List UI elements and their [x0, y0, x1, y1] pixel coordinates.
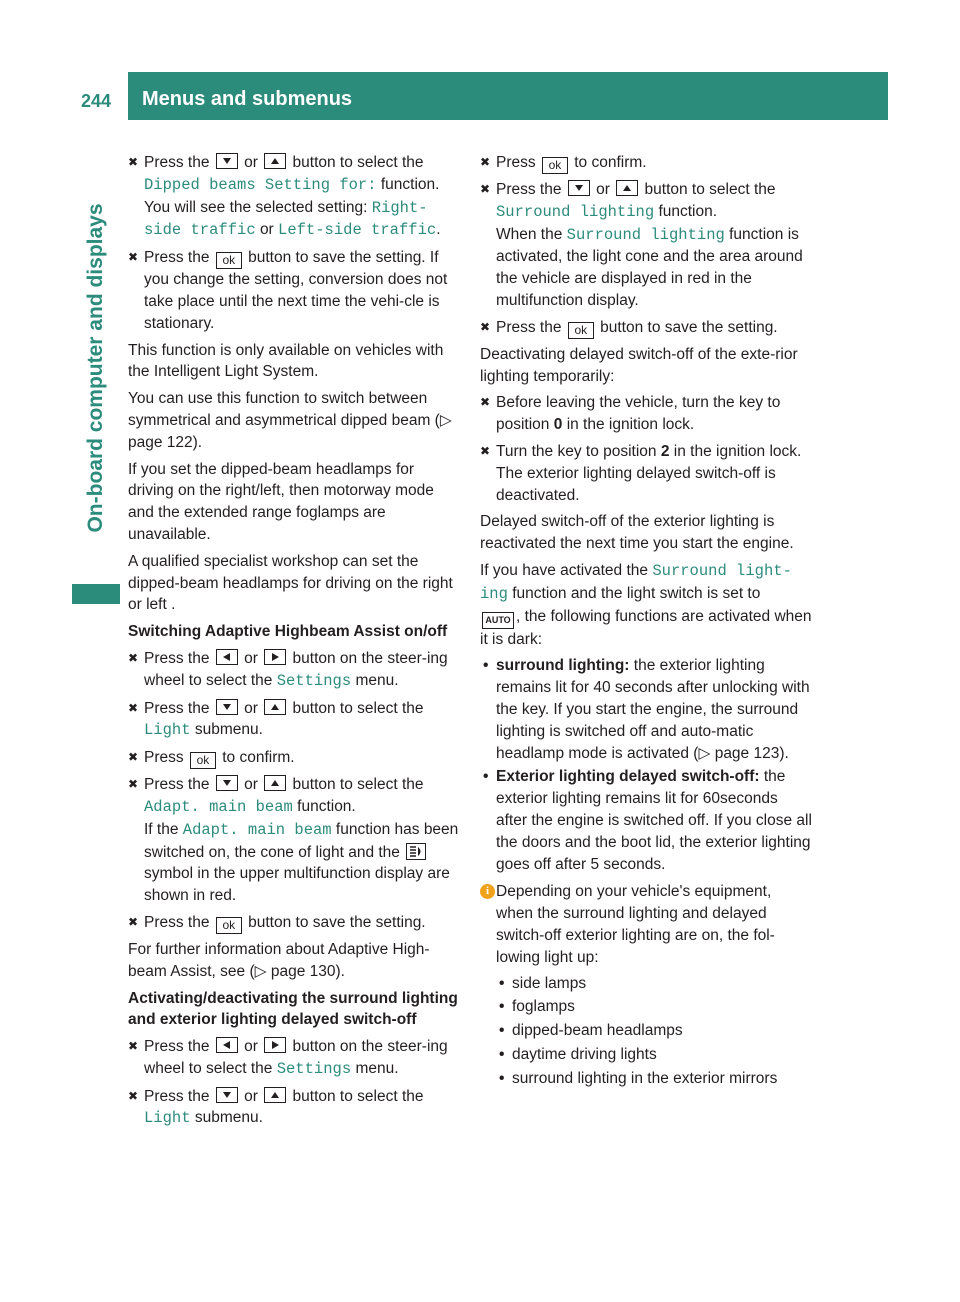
paragraph: This function is only available on vehicles with the Intelligent Light System.: [128, 341, 444, 381]
text: Turn the key to position: [496, 442, 657, 460]
auto-light-switch-icon: AUTO: [482, 612, 514, 629]
list-item: [480, 655, 812, 764]
text: button to save the setting.: [600, 318, 778, 336]
ok-key-icon: ok: [542, 157, 568, 174]
side-tab: [72, 152, 120, 584]
up-key-icon: [616, 180, 638, 196]
text: button on the steer-ing wheel to select the: [144, 1038, 448, 1077]
side-tab-label: On-board computer and displays: [84, 203, 107, 533]
text: button on the steer-ing wheel to select the: [144, 649, 448, 689]
menu-settings: Settings: [276, 671, 352, 690]
list-item: • dipped-beam headlamps: [496, 1020, 812, 1042]
text: Press the: [496, 181, 562, 198]
ok-key-icon: ok: [216, 917, 242, 934]
paragraph: If you set the dipped-beam headlamps for driving on the right/left, then motorway mode and the extended range foglamps are unavailable.: [128, 460, 434, 543]
paragraph: You can use this function to switch between symmetrical and asymmetrical dipped beam (▷ page 122).: [128, 390, 452, 451]
list-item: [480, 766, 812, 875]
step-select-surround-lighting: [480, 179, 812, 312]
down-key-icon: [216, 775, 238, 791]
step-confirm: [128, 747, 460, 769]
right-column: [480, 152, 812, 1094]
setting-right-side-traffic: Right-side traffic: [144, 198, 428, 240]
text: button to select the: [292, 776, 424, 794]
right-key-icon: [264, 649, 286, 665]
text: The exterior lighting delayed switch-off is deactivated.: [496, 464, 776, 504]
down-key-icon: [568, 180, 590, 196]
paragraph: For further information about Adaptive High-beam Assist, see (▷ page 130).: [128, 940, 430, 980]
submenu-light: Light: [144, 1109, 191, 1128]
ok-key-icon: ok: [190, 752, 216, 769]
high-beam-assist-icon: [406, 843, 426, 860]
up-key-icon: [264, 1087, 286, 1103]
text: function.: [658, 202, 718, 220]
down-key-icon: [216, 699, 238, 715]
text: Press the: [144, 776, 210, 794]
text: Press: [496, 154, 536, 171]
text: Press the: [144, 1087, 210, 1105]
text: or: [244, 154, 258, 171]
step-save-setting: [128, 912, 460, 934]
text: Depending on your vehicle's equipment, when the surround lighting and delayed switch-off exterior lighting are on, the fol-lowing light up:: [496, 883, 775, 966]
menu-settings: Settings: [276, 1059, 352, 1078]
text: Press the: [144, 913, 210, 931]
page-number: 244: [80, 91, 112, 111]
text: button to select the: [292, 699, 424, 717]
paragraph: Delayed switch-off of the exterior lighting is reactivated the next time you start the engine.: [480, 513, 794, 553]
submenu-light: Light: [144, 721, 191, 740]
function-surround-lighting: Surround lighting: [566, 225, 725, 244]
text: function has been switched on, the cone of light and the: [144, 820, 459, 861]
text: or: [244, 649, 258, 667]
text: button to save the setting. If you change the setting, conversion does not take place until the next time the vehi-cle is stationary.: [144, 249, 448, 332]
text: If you have activated the: [480, 561, 649, 579]
bullet-list: [480, 655, 812, 875]
text: button to select the: [292, 154, 424, 171]
step-confirm: [480, 152, 812, 174]
function-adapt-main-beam: Adapt. main beam: [144, 797, 293, 816]
info-note: [480, 881, 812, 1089]
text: or: [259, 221, 274, 239]
paragraph: A qualified specialist workshop can set the dipped-beam headlamps for driving on the right or left .: [128, 552, 453, 614]
list-item: • daytime driving lights: [496, 1044, 812, 1066]
text: When the: [496, 225, 563, 243]
text: to confirm.: [222, 749, 295, 767]
text: , the following functions are activated when it is dark:: [480, 607, 812, 648]
step-select-settings-menu: [128, 648, 460, 693]
ok-key-icon: ok: [216, 252, 242, 269]
step-save-setting: [480, 317, 812, 339]
text: You will see the selected setting:: [144, 198, 368, 216]
menu-item-dipped-beams: Dipped beams Setting for:: [144, 175, 377, 194]
step-turn-key-0: [480, 392, 812, 436]
left-key-icon: [216, 1037, 238, 1053]
text: or: [244, 699, 258, 717]
text: button to save the setting.: [248, 913, 426, 931]
text: button to select the: [292, 1087, 424, 1105]
text: submenu.: [194, 721, 263, 739]
text: Press the: [144, 699, 210, 717]
text: Press the: [144, 154, 210, 171]
page-title: Menus and submenus: [142, 88, 353, 110]
down-key-icon: [216, 153, 238, 169]
paragraph: [480, 560, 812, 650]
step-select-settings-menu: [128, 1036, 460, 1081]
function-surround-lighting: Surround lighting: [496, 202, 655, 221]
text: menu.: [355, 671, 399, 689]
text: the exterior lighting remains lit for 40 seconds after unlocking with the key. If you start the engine, the surround lighting is switched off and auto-matic headlamp mode is activated (▷ page 123).: [496, 657, 810, 762]
text: symbol in the upper multifunction display are shown in red.: [144, 865, 450, 905]
text: Press the: [496, 318, 562, 336]
text: function and the light switch is set to: [512, 584, 761, 602]
step-select-adapt-main-beam: [128, 774, 460, 907]
bullet-label: Exterior lighting delayed switch-off:: [496, 768, 760, 786]
info-icon: i: [480, 884, 495, 899]
text: If the: [144, 820, 179, 838]
step-select-light-submenu: [128, 698, 460, 743]
text: in the ignition lock.: [673, 442, 802, 460]
text: function.: [380, 175, 440, 193]
text: .: [436, 221, 441, 239]
left-key-icon: [216, 649, 238, 665]
text: Press the: [144, 1038, 210, 1056]
text: or: [244, 1087, 258, 1105]
text: menu.: [355, 1059, 399, 1077]
text: the exterior lighting remains lit for 60seconds after the engine is switched off. If you close all the doors and the boot lid, the exterior lighting goes off after 5 seconds.: [496, 768, 812, 873]
text: Press: [144, 749, 184, 767]
text: to confirm.: [574, 154, 647, 171]
text: or: [244, 1038, 258, 1056]
list-item: • foglamps: [496, 996, 812, 1018]
text: in the ignition lock.: [566, 416, 695, 434]
step-select-light-submenu: [128, 1086, 460, 1131]
text: function is activated, the light cone and the area around the vehicle are displayed in red in the multifunction display.: [496, 225, 803, 309]
step-save-setting: [128, 247, 460, 334]
section-heading: Activating/deactivating the surround lighting and exterior lighting delayed switch-off: [128, 989, 458, 1029]
paragraph: Deactivating delayed switch-off of the exte-rior lighting temporarily:: [480, 345, 798, 385]
right-key-icon: [264, 1037, 286, 1053]
left-column: [128, 152, 460, 1135]
text: Press the: [144, 649, 210, 667]
setting-left-side-traffic: Left-side traffic: [278, 221, 437, 240]
text: Before leaving the vehicle, turn the key to position: [496, 394, 781, 434]
side-tab-marker: [72, 584, 120, 604]
lights-list: [496, 973, 812, 1090]
list-item: • surround lighting in the exterior mirrors: [496, 1068, 812, 1090]
up-key-icon: [264, 775, 286, 791]
text: submenu.: [194, 1109, 263, 1127]
function-adapt-main-beam: Adapt. main beam: [182, 820, 332, 839]
bullet-label: surround lighting:: [496, 657, 630, 675]
up-key-icon: [264, 699, 286, 715]
text: Press the: [144, 249, 210, 267]
text: function.: [297, 797, 356, 815]
step-turn-key-2: [480, 441, 812, 506]
text: or: [596, 181, 610, 198]
text: button to select the: [644, 181, 776, 198]
ok-key-icon: ok: [568, 322, 594, 339]
up-key-icon: [264, 153, 286, 169]
function-surround-lighting: Surround light-ing: [480, 561, 792, 603]
list-item: • side lamps: [496, 973, 812, 995]
key-position: 2: [660, 442, 670, 460]
section-heading: Switching Adaptive Highbeam Assist on/off: [128, 623, 448, 641]
step-select-dipped-beams: [128, 152, 460, 242]
key-position: 0: [553, 416, 563, 434]
down-key-icon: [216, 1087, 238, 1103]
text: or: [244, 776, 258, 794]
